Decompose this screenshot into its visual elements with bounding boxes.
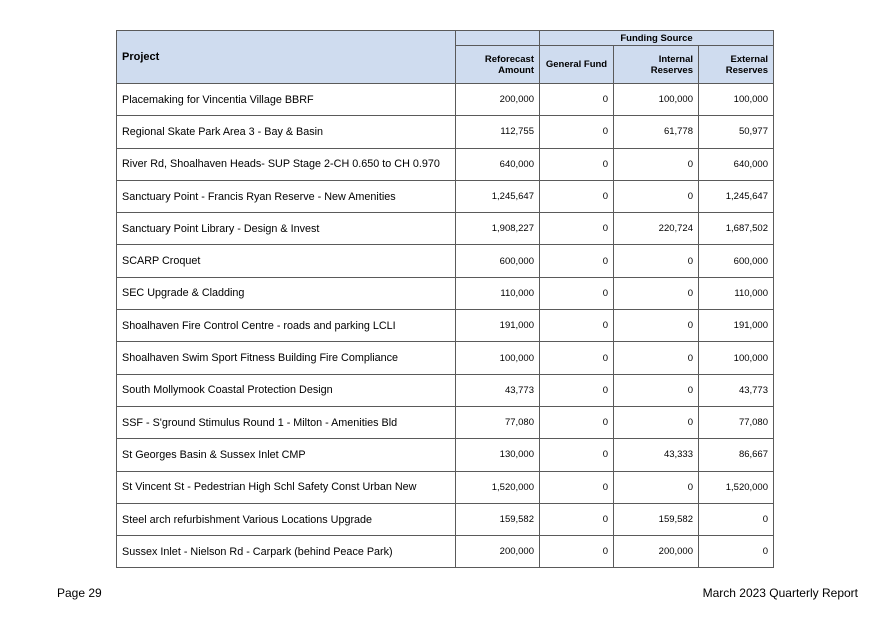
cell-project: SCARP Croquet xyxy=(117,245,456,277)
cell-internal-reserves: 200,000 xyxy=(614,536,699,568)
report-title: March 2023 Quarterly Report xyxy=(702,586,858,600)
header-internal-reserves: Internal Reserves xyxy=(614,46,699,84)
cell-project: St Vincent St - Pedestrian High Schl Safety Const Urban New xyxy=(117,471,456,503)
table-row xyxy=(117,374,774,406)
table-row xyxy=(117,277,774,309)
cell-internal-reserves: 0 xyxy=(614,406,699,438)
cell-reforecast-amount: 1,520,000 xyxy=(456,471,540,503)
cell-project: SEC Upgrade & Cladding xyxy=(117,277,456,309)
cell-external-reserves: 1,520,000 xyxy=(699,471,774,503)
cell-external-reserves: 640,000 xyxy=(699,148,774,180)
cell-general-fund: 0 xyxy=(540,439,614,471)
cell-reforecast-amount: 77,080 xyxy=(456,406,540,438)
cell-reforecast-amount: 640,000 xyxy=(456,148,540,180)
cell-project: Sussex Inlet - Nielson Rd - Carpark (behind Peace Park) xyxy=(117,536,456,568)
cell-reforecast-amount: 100,000 xyxy=(456,342,540,374)
table-row xyxy=(117,310,774,342)
cell-internal-reserves: 100,000 xyxy=(614,84,699,116)
cell-external-reserves: 100,000 xyxy=(699,84,774,116)
cell-project: River Rd, Shoalhaven Heads- SUP Stage 2-CH 0.650 to CH 0.970 xyxy=(117,148,456,180)
cell-external-reserves: 191,000 xyxy=(699,310,774,342)
cell-internal-reserves: 0 xyxy=(614,148,699,180)
table-row xyxy=(117,342,774,374)
cell-project: Shoalhaven Fire Control Centre - roads and parking LCLI xyxy=(117,310,456,342)
cell-external-reserves: 0 xyxy=(699,503,774,535)
cell-external-reserves: 50,977 xyxy=(699,116,774,148)
table-row xyxy=(117,84,774,116)
cell-project: Sanctuary Point Library - Design & Invest xyxy=(117,213,456,245)
cell-project: South Mollymook Coastal Protection Design xyxy=(117,374,456,406)
cell-internal-reserves: 43,333 xyxy=(614,439,699,471)
cell-external-reserves: 0 xyxy=(699,536,774,568)
cell-reforecast-amount: 191,000 xyxy=(456,310,540,342)
cell-reforecast-amount: 43,773 xyxy=(456,374,540,406)
cell-internal-reserves: 159,582 xyxy=(614,503,699,535)
cell-external-reserves: 86,667 xyxy=(699,439,774,471)
header-external-reserves: External Reserves xyxy=(699,46,774,84)
cell-general-fund: 0 xyxy=(540,374,614,406)
cell-general-fund: 0 xyxy=(540,245,614,277)
table-row xyxy=(117,471,774,503)
cell-reforecast-amount: 1,245,647 xyxy=(456,180,540,212)
cell-general-fund: 0 xyxy=(540,148,614,180)
table-row xyxy=(117,245,774,277)
cell-external-reserves: 43,773 xyxy=(699,374,774,406)
cell-general-fund: 0 xyxy=(540,213,614,245)
page-number: Page 29 xyxy=(57,586,102,600)
funding-table xyxy=(116,30,774,568)
cell-external-reserves: 1,687,502 xyxy=(699,213,774,245)
cell-reforecast-amount: 200,000 xyxy=(456,84,540,116)
table-row xyxy=(117,536,774,568)
cell-general-fund: 0 xyxy=(540,503,614,535)
table-row xyxy=(117,439,774,471)
cell-project: St Georges Basin & Sussex Inlet CMP xyxy=(117,439,456,471)
cell-reforecast-amount: 159,582 xyxy=(456,503,540,535)
header-reforecast-amount: Reforecast Amount xyxy=(456,46,540,84)
cell-reforecast-amount: 1,908,227 xyxy=(456,213,540,245)
cell-internal-reserves: 0 xyxy=(614,245,699,277)
header-funding-source: Funding Source xyxy=(540,31,774,46)
cell-internal-reserves: 0 xyxy=(614,374,699,406)
header-blank xyxy=(456,31,540,46)
cell-reforecast-amount: 600,000 xyxy=(456,245,540,277)
table-row xyxy=(117,148,774,180)
cell-reforecast-amount: 110,000 xyxy=(456,277,540,309)
cell-general-fund: 0 xyxy=(540,536,614,568)
cell-internal-reserves: 0 xyxy=(614,310,699,342)
cell-reforecast-amount: 200,000 xyxy=(456,536,540,568)
cell-project: Placemaking for Vincentia Village BBRF xyxy=(117,84,456,116)
cell-external-reserves: 600,000 xyxy=(699,245,774,277)
cell-internal-reserves: 0 xyxy=(614,180,699,212)
table-row xyxy=(117,503,774,535)
cell-internal-reserves: 0 xyxy=(614,342,699,374)
cell-project: Sanctuary Point - Francis Ryan Reserve - New Amenities xyxy=(117,180,456,212)
cell-external-reserves: 77,080 xyxy=(699,406,774,438)
cell-general-fund: 0 xyxy=(540,84,614,116)
table-body xyxy=(117,84,774,568)
table-row xyxy=(117,406,774,438)
cell-general-fund: 0 xyxy=(540,342,614,374)
cell-project: Regional Skate Park Area 3 - Bay & Basin xyxy=(117,116,456,148)
table-row xyxy=(117,213,774,245)
table-row xyxy=(117,116,774,148)
cell-general-fund: 0 xyxy=(540,180,614,212)
cell-general-fund: 0 xyxy=(540,116,614,148)
cell-external-reserves: 100,000 xyxy=(699,342,774,374)
cell-internal-reserves: 0 xyxy=(614,277,699,309)
cell-external-reserves: 1,245,647 xyxy=(699,180,774,212)
cell-project: Shoalhaven Swim Sport Fitness Building Fire Compliance xyxy=(117,342,456,374)
cell-reforecast-amount: 130,000 xyxy=(456,439,540,471)
header-general-fund: General Fund xyxy=(540,46,614,84)
cell-general-fund: 0 xyxy=(540,277,614,309)
cell-project: Steel arch refurbishment Various Locations Upgrade xyxy=(117,503,456,535)
cell-internal-reserves: 0 xyxy=(614,471,699,503)
cell-general-fund: 0 xyxy=(540,471,614,503)
cell-project: SSF - S'ground Stimulus Round 1 - Milton - Amenities Bld xyxy=(117,406,456,438)
cell-reforecast-amount: 112,755 xyxy=(456,116,540,148)
cell-internal-reserves: 220,724 xyxy=(614,213,699,245)
cell-general-fund: 0 xyxy=(540,310,614,342)
cell-general-fund: 0 xyxy=(540,406,614,438)
cell-external-reserves: 110,000 xyxy=(699,277,774,309)
cell-internal-reserves: 61,778 xyxy=(614,116,699,148)
header-project: Project xyxy=(117,31,456,84)
table-row xyxy=(117,180,774,212)
